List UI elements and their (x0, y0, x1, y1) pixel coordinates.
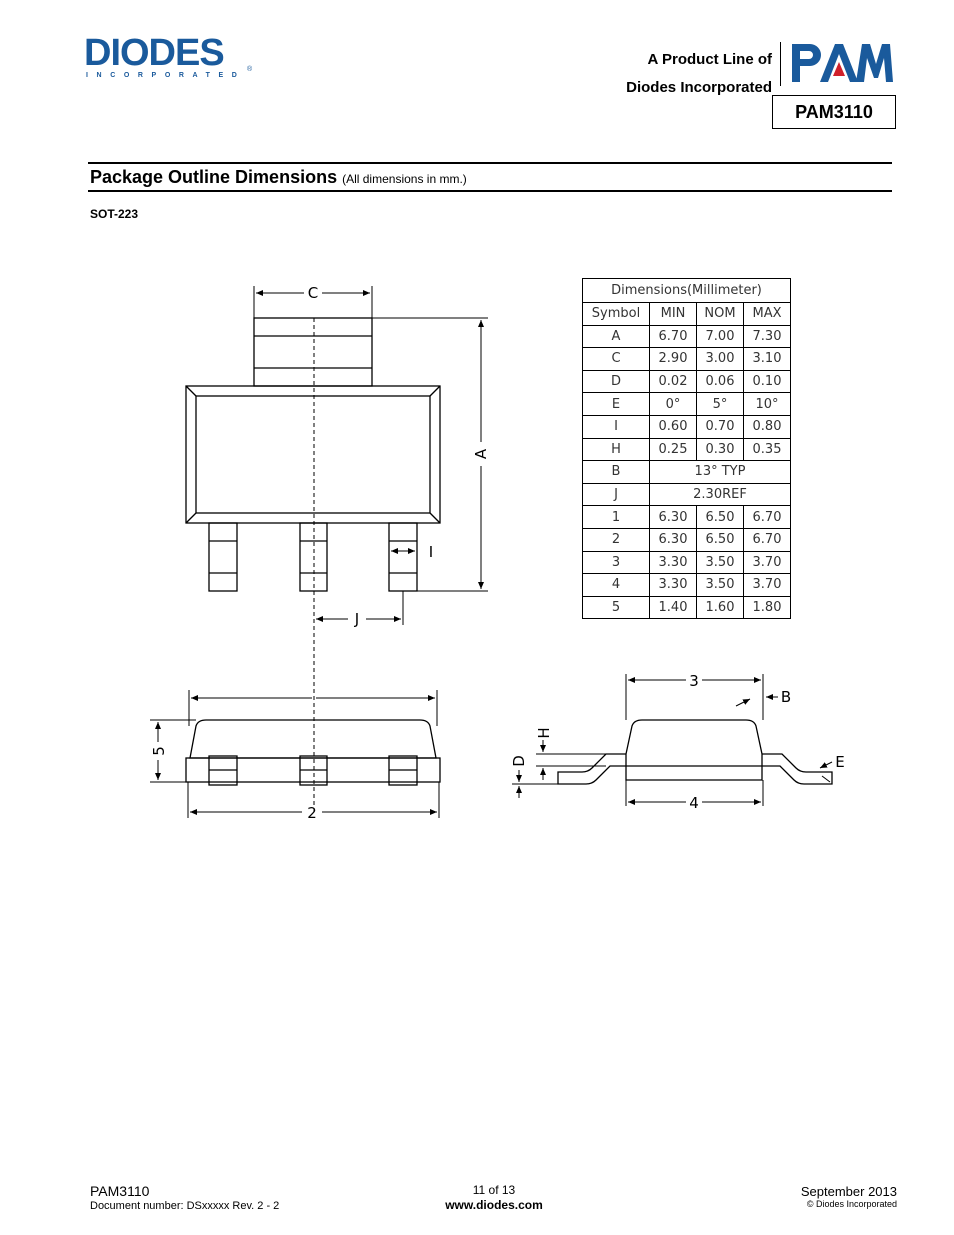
package-name: SOT-223 (90, 207, 139, 221)
table-cell-value: 0.35 (744, 438, 791, 461)
table-cell-value: 7.30 (744, 325, 791, 348)
table-cell-value: 1.60 (697, 596, 744, 619)
label-e: E (835, 753, 845, 771)
footer-page: 11 of 13 (472, 1183, 516, 1197)
table-row (583, 461, 791, 484)
footer-part: PAM3110 (90, 1183, 150, 1199)
label-5: 5 (150, 746, 168, 756)
table-cell-value: 10° (744, 393, 791, 416)
section-title-text: Package Outline Dimensions (90, 167, 338, 187)
label-2: 2 (307, 804, 317, 822)
product-line-2: Diodes Incorporated (626, 79, 772, 96)
table-cell-value: 3.70 (744, 574, 791, 597)
label-4: 4 (689, 794, 699, 812)
diodes-logo: DIODES (84, 32, 224, 74)
table-row (583, 596, 791, 619)
table-cell-value: 6.70 (744, 528, 791, 551)
table-header-row (583, 303, 791, 326)
table-row (583, 506, 791, 529)
table-row (583, 325, 791, 348)
col-header-nom: NOM (697, 303, 744, 326)
col-header-symbol: Symbol (583, 303, 650, 326)
lead-3 (389, 523, 417, 591)
table-cell-value: 2.30REF (650, 483, 791, 506)
table-cell-symbol: 1 (583, 506, 650, 529)
table-cell-symbol: 5 (583, 596, 650, 619)
table-cell-value: 3.00 (697, 348, 744, 371)
table-cell-value: 1.40 (650, 596, 697, 619)
table-row (583, 393, 791, 416)
label-a: A (472, 448, 490, 460)
top-body (186, 386, 440, 523)
table-cell-value: 13° TYP (650, 461, 791, 484)
table-cell-value: 6.30 (650, 506, 697, 529)
table-cell-value: 6.70 (744, 506, 791, 529)
footer-website[interactable]: www.diodes.com (445, 1198, 543, 1212)
section-note: (All dimensions in mm.) (342, 172, 467, 186)
table-cell-value: 3.30 (650, 551, 697, 574)
table-cell-value: 6.70 (650, 325, 697, 348)
label-i: I (428, 543, 434, 561)
footer-date: September 2013 (800, 1184, 897, 1199)
table-cell-value: 3.50 (697, 574, 744, 597)
table-cell-symbol: D (583, 370, 650, 393)
table-cell-value: 6.30 (650, 528, 697, 551)
table-cell-value: 0.30 (697, 438, 744, 461)
table-cell-symbol: 3 (583, 551, 650, 574)
diodes-logo-subtitle: INCORPORATED (86, 72, 246, 79)
table-cell-value: 0.60 (650, 415, 697, 438)
table-cell-value: 1.80 (744, 596, 791, 619)
table-cell-symbol: E (583, 393, 650, 416)
table-cell-value: 5° (697, 393, 744, 416)
lead-1 (209, 523, 237, 591)
col-header-max: MAX (744, 303, 791, 326)
table-row (583, 483, 791, 506)
table-cell-value: 3.10 (744, 348, 791, 371)
table-cell-value: 0.80 (744, 415, 791, 438)
label-b: B (780, 688, 792, 706)
footer-copyright: © Diodes Incorporated (806, 1199, 897, 1209)
table-cell-value: 6.50 (697, 528, 744, 551)
table-row (583, 551, 791, 574)
table-title: Dimensions(Millimeter) (583, 279, 791, 303)
footer-doc-number: Document number: DSxxxxx Rev. 2 - 2 (90, 1200, 280, 1212)
label-j: J (354, 610, 360, 628)
table-row (583, 528, 791, 551)
label-h: H (535, 727, 553, 739)
table-cell-value: 3.30 (650, 574, 697, 597)
table-row (583, 438, 791, 461)
table-row (583, 348, 791, 371)
top-tab (254, 318, 372, 386)
part-number-box: PAM3110 (772, 95, 896, 129)
table-cell-value: 2.90 (650, 348, 697, 371)
table-cell-value: 6.50 (697, 506, 744, 529)
table-cell-value: 0° (650, 393, 697, 416)
table-cell-value: 3.70 (744, 551, 791, 574)
table-cell-symbol: 4 (583, 574, 650, 597)
table-cell-symbol: H (583, 438, 650, 461)
table-cell-symbol: 2 (583, 528, 650, 551)
dimensions-table (582, 278, 791, 619)
table-cell-symbol: B (583, 461, 650, 484)
table-cell-value: 0.25 (650, 438, 697, 461)
table-row (583, 574, 791, 597)
table-title-row (583, 279, 791, 303)
table-cell-symbol: I (583, 415, 650, 438)
table-cell-symbol: J (583, 483, 650, 506)
label-c: C (307, 284, 319, 302)
table-cell-value: 0.06 (697, 370, 744, 393)
registered-mark: ® (247, 66, 253, 73)
table-cell-value: 7.00 (697, 325, 744, 348)
table-cell-value: 3.50 (697, 551, 744, 574)
col-header-min: MIN (650, 303, 697, 326)
table-cell-value: 0.02 (650, 370, 697, 393)
table-cell-symbol: A (583, 325, 650, 348)
label-3: 3 (689, 672, 699, 690)
label-d: D (510, 755, 528, 767)
table-cell-value: 0.10 (744, 370, 791, 393)
table-cell-value: 0.70 (697, 415, 744, 438)
table-row (583, 370, 791, 393)
product-line-1: A Product Line of (647, 51, 772, 68)
table-row (583, 415, 791, 438)
table-cell-symbol: C (583, 348, 650, 371)
